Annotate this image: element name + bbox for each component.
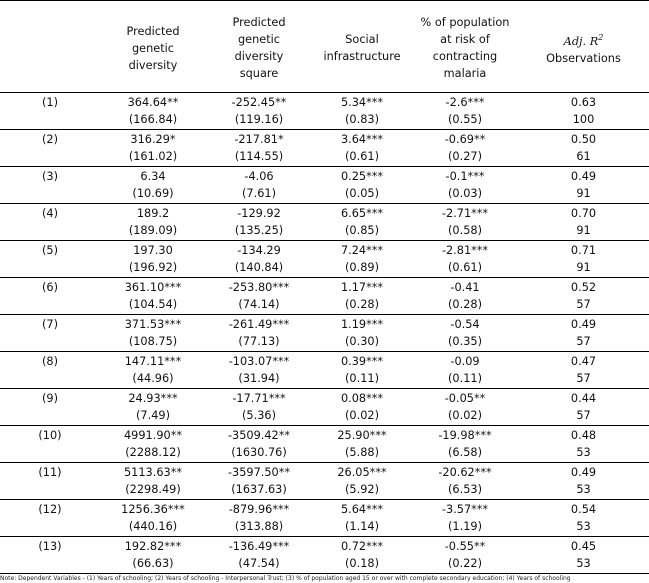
table-row-standard-errors — [0, 333, 649, 352]
adj-r2-cell: 0.49 — [570, 318, 597, 331]
table-row-standard-errors — [0, 296, 649, 315]
table-row-coefficients — [0, 537, 649, 556]
pgd-standard-error-cell: (2288.12) — [125, 446, 181, 459]
adj-r2-cell: 0.50 — [570, 133, 597, 146]
observations-cell: 91 — [576, 187, 591, 200]
social-coefficient-cell: 5.34*** — [340, 96, 384, 109]
social-standard-error-cell: (1.14) — [345, 520, 379, 533]
observations-cell: 53 — [576, 520, 591, 533]
pgd-coefficient-cell: 6.34 — [140, 170, 166, 183]
malaria-standard-error-cell: (0.58) — [448, 224, 482, 237]
pgd_sq-standard-error-cell: (31.94) — [238, 372, 280, 385]
model-label-spacer — [0, 185, 100, 204]
table-row-coefficients — [0, 463, 649, 482]
table-row-standard-errors — [0, 370, 649, 389]
observations-cell: 53 — [576, 483, 591, 496]
adj-r2-cell: 0.48 — [570, 429, 597, 442]
pgd_sq-standard-error-cell: (140.84) — [234, 261, 284, 274]
table-row-standard-errors — [0, 222, 649, 241]
table-row-standard-errors — [0, 185, 649, 204]
pgd_sq-standard-error-cell: (77.13) — [238, 335, 280, 348]
observations-cell: 61 — [576, 150, 591, 163]
header-predicted-genetic-diversity: Predicted genetic diversity — [126, 24, 180, 72]
pgd-coefficient-cell: 316.29* — [130, 133, 176, 146]
pgd_sq-standard-error-cell: (7.61) — [242, 187, 276, 200]
pgd-standard-error-cell: (44.96) — [132, 372, 174, 385]
header-model — [0, 1, 100, 93]
social-coefficient-cell: 7.24*** — [340, 244, 384, 257]
table-header-row — [0, 1, 649, 93]
malaria-standard-error-cell: (0.02) — [448, 409, 482, 422]
adj-r2-cell: 0.63 — [570, 96, 597, 109]
model-label-spacer — [0, 259, 100, 278]
model-label: (12) — [38, 503, 62, 516]
social-coefficient-cell: 0.39*** — [340, 355, 384, 368]
pgd-coefficient-cell: 361.10*** — [124, 281, 182, 294]
model-label-spacer — [0, 370, 100, 389]
model-label-spacer — [0, 148, 100, 167]
malaria-coefficient-cell: -0.54 — [450, 318, 480, 331]
pgd_sq-coefficient-cell: -217.81* — [234, 133, 284, 146]
malaria-standard-error-cell: (6.53) — [448, 483, 482, 496]
adj-r2-cell: 0.54 — [570, 503, 597, 516]
pgd-coefficient-cell: 5113.63** — [123, 466, 182, 479]
pgd-standard-error-cell: (196.92) — [128, 261, 178, 274]
table-row-coefficients — [0, 389, 649, 408]
table-row-standard-errors — [0, 407, 649, 426]
social-coefficient-cell: 0.08*** — [340, 392, 384, 405]
malaria-coefficient-cell: -0.05** — [444, 392, 486, 405]
model-label: (8) — [41, 355, 58, 368]
table-row-standard-errors — [0, 481, 649, 500]
pgd-standard-error-cell: (2298.49) — [125, 483, 181, 496]
pgd_sq-coefficient-cell: -4.06 — [244, 170, 274, 183]
malaria-standard-error-cell: (1.19) — [448, 520, 482, 533]
social-coefficient-cell: 1.17*** — [340, 281, 384, 294]
header-observations: Observations — [546, 51, 621, 65]
social-coefficient-cell: 0.72*** — [340, 540, 384, 553]
pgd_sq-standard-error-cell: (135.25) — [234, 224, 284, 237]
pgd-standard-error-cell: (166.84) — [128, 113, 178, 126]
pgd-standard-error-cell: (108.75) — [128, 335, 178, 348]
malaria-standard-error-cell: (0.03) — [448, 187, 482, 200]
adj-r2-cell: 0.44 — [570, 392, 597, 405]
malaria-standard-error-cell: (0.28) — [448, 298, 482, 311]
adj-r2-cell: 0.52 — [570, 281, 597, 294]
malaria-coefficient-cell: -3.57*** — [441, 503, 489, 516]
social-coefficient-cell: 5.64*** — [340, 503, 384, 516]
pgd-coefficient-cell: 1256.36*** — [121, 503, 185, 516]
pgd-coefficient-cell: 371.53*** — [124, 318, 182, 331]
pgd-coefficient-cell: 147.11*** — [124, 355, 182, 368]
model-label: (9) — [41, 392, 58, 405]
pgd_sq-coefficient-cell: -129.92 — [237, 207, 281, 220]
social-standard-error-cell: (0.30) — [345, 335, 379, 348]
observations-cell: 57 — [576, 298, 591, 311]
observations-cell: 57 — [576, 335, 591, 348]
model-label: (11) — [38, 466, 62, 479]
table-row-standard-errors — [0, 111, 649, 130]
pgd_sq-standard-error-cell: (47.54) — [238, 557, 280, 570]
table-row-standard-errors — [0, 518, 649, 537]
adj-r2-cell: 0.47 — [570, 355, 597, 368]
pgd-standard-error-cell: (104.54) — [128, 298, 178, 311]
social-standard-error-cell: (0.28) — [345, 298, 379, 311]
adj-r2-cell: 0.45 — [570, 540, 597, 553]
header-predicted-genetic-diversity-square: Predicted genetic diversity square — [232, 16, 286, 80]
pgd-coefficient-cell: 197.30 — [133, 244, 173, 257]
pgd_sq-standard-error-cell: (1630.76) — [231, 446, 287, 459]
social-standard-error-cell: (5.92) — [345, 483, 379, 496]
observations-cell: 53 — [576, 557, 591, 570]
pgd_sq-coefficient-cell: -134.29 — [237, 244, 281, 257]
pgd_sq-coefficient-cell: -252.45** — [231, 96, 287, 109]
pgd_sq-coefficient-cell: -103.07*** — [228, 355, 290, 368]
malaria-standard-error-cell: (0.55) — [448, 113, 482, 126]
pgd-standard-error-cell: (7.49) — [136, 409, 170, 422]
pgd-coefficient-cell: 24.93*** — [128, 392, 178, 405]
social-coefficient-cell: 1.19*** — [340, 318, 384, 331]
social-standard-error-cell: (0.02) — [345, 409, 379, 422]
table-row-coefficients — [0, 352, 649, 371]
model-label-spacer — [0, 481, 100, 500]
social-coefficient-cell: 6.65*** — [340, 207, 384, 220]
pgd_sq-standard-error-cell: (1637.63) — [231, 483, 287, 496]
malaria-coefficient-cell: -2.81*** — [441, 244, 489, 257]
malaria-coefficient-cell: -0.1*** — [445, 170, 485, 183]
table-row-coefficients — [0, 315, 649, 334]
model-label: (2) — [41, 133, 58, 146]
model-label-spacer — [0, 555, 100, 574]
social-standard-error-cell: (0.05) — [345, 187, 379, 200]
malaria-coefficient-cell: -2.71*** — [441, 207, 489, 220]
malaria-coefficient-cell: -2.6*** — [445, 96, 485, 109]
pgd-coefficient-cell: 364.64** — [127, 96, 179, 109]
social-standard-error-cell: (0.11) — [345, 372, 379, 385]
malaria-coefficient-cell: -0.69** — [444, 133, 486, 146]
model-label: (6) — [41, 281, 58, 294]
pgd-coefficient-cell: 192.82*** — [124, 540, 182, 553]
model-label-spacer — [0, 222, 100, 241]
social-standard-error-cell: (5.88) — [345, 446, 379, 459]
pgd_sq-standard-error-cell: (5.36) — [242, 409, 276, 422]
pgd-standard-error-cell: (440.16) — [128, 520, 178, 533]
malaria-coefficient-cell: -0.41 — [450, 281, 480, 294]
header-adj-r2-observations — [518, 1, 649, 93]
malaria-standard-error-cell: (0.11) — [448, 372, 482, 385]
social-standard-error-cell: (0.85) — [345, 224, 379, 237]
observations-cell: 53 — [576, 446, 591, 459]
table-row-coefficients — [0, 204, 649, 223]
model-label: (1) — [41, 96, 58, 109]
header-social-infrastructure: Social infrastructure — [323, 33, 401, 63]
pgd-standard-error-cell: (189.09) — [128, 224, 178, 237]
model-label-spacer — [0, 296, 100, 315]
pgd_sq-coefficient-cell: -879.96*** — [228, 503, 290, 516]
observations-cell: 100 — [572, 113, 595, 126]
malaria-coefficient-cell: -20.62*** — [438, 466, 492, 479]
pgd_sq-coefficient-cell: -3509.42** — [227, 429, 291, 442]
header-malaria-risk: % of population at risk of contracting malaria — [420, 16, 510, 80]
table-row-standard-errors — [0, 444, 649, 463]
model-label: (7) — [41, 318, 58, 331]
social-standard-error-cell: (0.83) — [345, 113, 379, 126]
malaria-standard-error-cell: (0.35) — [448, 335, 482, 348]
pgd-coefficient-cell: 189.2 — [136, 207, 170, 220]
pgd-coefficient-cell: 4991.90** — [123, 429, 182, 442]
model-label-spacer — [0, 333, 100, 352]
model-label: (5) — [41, 244, 58, 257]
social-standard-error-cell: (0.89) — [345, 261, 379, 274]
adj-r2-cell: 0.49 — [570, 466, 597, 479]
social-coefficient-cell: 26.05*** — [337, 466, 387, 479]
pgd_sq-coefficient-cell: -136.49*** — [228, 540, 290, 553]
table-row-coefficients — [0, 130, 649, 149]
pgd_sq-standard-error-cell: (119.16) — [234, 113, 284, 126]
model-label-spacer — [0, 444, 100, 463]
malaria-standard-error-cell: (0.61) — [448, 261, 482, 274]
model-label-spacer — [0, 407, 100, 426]
table-row-standard-errors — [0, 148, 649, 167]
malaria-standard-error-cell: (0.22) — [448, 557, 482, 570]
table-row-coefficients — [0, 167, 649, 186]
table-row-coefficients — [0, 278, 649, 297]
table-row-standard-errors — [0, 259, 649, 278]
pgd-standard-error-cell: (161.02) — [128, 150, 178, 163]
model-label-spacer — [0, 518, 100, 537]
adj-r2-cell: 0.70 — [570, 207, 597, 220]
malaria-coefficient-cell: -0.09 — [450, 355, 480, 368]
social-coefficient-cell: 0.25*** — [340, 170, 384, 183]
malaria-standard-error-cell: (6.58) — [448, 446, 482, 459]
pgd_sq-coefficient-cell: -17.71*** — [232, 392, 286, 405]
social-standard-error-cell: (0.61) — [345, 150, 379, 163]
pgd_sq-standard-error-cell: (74.14) — [238, 298, 280, 311]
table-row-coefficients — [0, 426, 649, 445]
pgd_sq-standard-error-cell: (313.88) — [234, 520, 284, 533]
adj-r2-cell: 0.49 — [570, 170, 597, 183]
table-row-coefficients — [0, 93, 649, 112]
malaria-coefficient-cell: -0.55** — [444, 540, 486, 553]
table-row-coefficients — [0, 500, 649, 519]
model-label: (3) — [41, 170, 58, 183]
model-label: (4) — [41, 207, 58, 220]
pgd-standard-error-cell: (66.63) — [132, 557, 174, 570]
pgd-standard-error-cell: (10.69) — [132, 187, 174, 200]
observations-cell: 57 — [576, 409, 591, 422]
malaria-standard-error-cell: (0.27) — [448, 150, 482, 163]
model-label-spacer — [0, 111, 100, 130]
observations-cell: 57 — [576, 372, 591, 385]
social-coefficient-cell: 3.64*** — [340, 133, 384, 146]
social-standard-error-cell: (0.18) — [345, 557, 379, 570]
table-note: Note: Dependent Variables - (1) Years of schooling; (2) Years of schooling - Interpersonal Trust; (3) % of population aged 15 or over with complete secondary education; (4) Years of schooling — [0, 575, 571, 582]
table-row-coefficients — [0, 241, 649, 260]
adj-r2-cell: 0.71 — [570, 244, 597, 257]
observations-cell: 91 — [576, 261, 591, 274]
malaria-coefficient-cell: -19.98*** — [438, 429, 492, 442]
pgd_sq-coefficient-cell: -253.80*** — [228, 281, 290, 294]
table-body — [0, 93, 649, 574]
pgd_sq-coefficient-cell: -3597.50** — [227, 466, 291, 479]
adj-r2-symbol: Adj. $R^2$ — [563, 33, 604, 48]
observations-cell: 91 — [576, 224, 591, 237]
model-label: (13) — [38, 540, 62, 553]
social-coefficient-cell: 25.90*** — [337, 429, 387, 442]
model-label: (10) — [38, 429, 62, 442]
pgd_sq-coefficient-cell: -261.49*** — [228, 318, 290, 331]
table-row-standard-errors — [0, 555, 649, 574]
pgd_sq-standard-error-cell: (114.55) — [234, 150, 284, 163]
